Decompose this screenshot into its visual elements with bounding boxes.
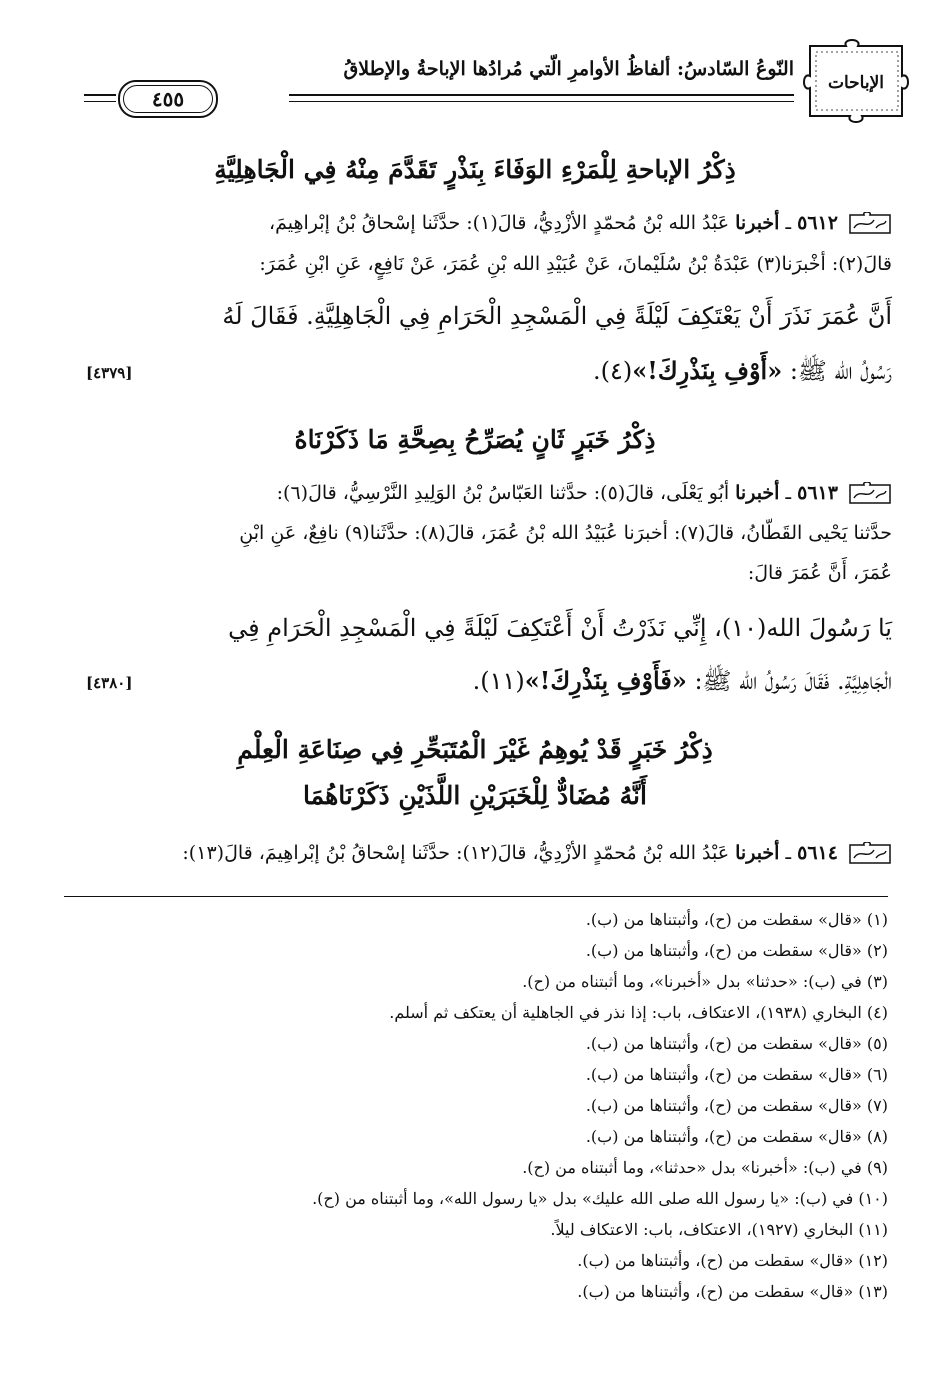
isnad-line: عُمَرَ، أَنَّ عُمَرَ قالَ: — [747, 562, 892, 584]
footnote: (٥) «قال» سقطت من (ح)، وأثبتناها من (ب). — [585, 1034, 888, 1053]
isnad-line: ٥٦١٣ ـ أخبرنا أبُو يَعْلَى، قالَ(٥): حدَّثنا العَبّاسُ بْنُ الوَلِيدِ النَّرْسِيُّ، قالَ(٦): — [60, 482, 892, 506]
page-number: ٤٥٥ — [151, 87, 185, 111]
footnote: (١٠) في (ب): «يا رسول الله صلى الله عليك» بدل «يا رسول الله»، وما أثبتناه من (ح). — [312, 1189, 888, 1208]
isnad-text: عَبْدُ الله بْنُ مُحمّدٍ الأزْدِيُّ، قالَ(١): حدَّثَنا إسْحاقُ بْنُ إبْراهِيمَ، — [268, 212, 730, 234]
footnote-marker: (٤). — [593, 357, 633, 385]
hadith-number: ٥٦١٢ — [797, 212, 838, 234]
footnote: (٨) «قال» سقطت من (ح)، وأثبتناها من (ب). — [585, 1127, 888, 1146]
footnote: (٤) البخاري (١٩٣٨)، الاعتكاف، باب: إذا نذر في الجاهلية أن يعتكف ثم أسلم. — [389, 1003, 888, 1022]
footnote: (١) «قال» سقطت من (ح)، وأثبتناها من (ب). — [585, 910, 888, 929]
matn-line — [60, 356, 892, 391]
isnad-text: أبُو يَعْلَى، قالَ(٥): حدَّثنا العَبّاسُ بْنُ الوَلِيدِ النَّرْسِيُّ، قالَ(٦): — [276, 482, 730, 504]
prophetic-quote: «أَوْفِ بِنَذْرِكَ!» — [632, 356, 783, 385]
akhbarana-label: أخبرنا — [735, 212, 780, 234]
hadith-badge-icon — [848, 212, 892, 236]
matn-text: الْجَاهِلِيَّةِ. فَقَالَ رَسُولُ الله ﷺ: — [686, 667, 892, 695]
prophetic-quote: «فَأَوْفِ بِنَذْرِكَ!» — [524, 666, 687, 695]
cross-reference: [٤٣٨٠] — [86, 674, 133, 692]
svg-text:الإباحات: الإباحات — [827, 73, 885, 93]
hadith-number: ٥٦١٤ — [797, 842, 838, 864]
akhbarana-label: أخبرنا — [735, 482, 780, 504]
matn-line: يَا رَسُولَ الله(١٠)، إِنِّي نَذَرْتُ أَنْ أَعْتَكِفَ لَيْلَةً فِي الْمَسْجِدِ الْحَرَامِ فِي — [228, 614, 892, 642]
hadith-badge-icon — [848, 842, 892, 866]
footnote: (٢) «قال» سقطت من (ح)، وأثبتناها من (ب). — [585, 941, 888, 960]
page-number-frame — [118, 80, 218, 118]
cross-reference: [٤٣٧٩] — [86, 364, 133, 382]
footnote: (١٣) «قال» سقطت من (ح)، وأثبتناها من (ب). — [577, 1282, 888, 1301]
running-header-title: النّوعُ السّادسُ: ألفاظُ الأوامرِ الّتي مُرادُها الإباحةُ والإطلاقُ — [343, 58, 794, 80]
footnote: (٣) في (ب): «حدثنا» بدل «أخبرنا»، وما أثبتناه من (ح). — [522, 972, 888, 991]
footnote: (٧) «قال» سقطت من (ح)، وأثبتناها من (ب). — [585, 1096, 888, 1115]
footnote: (٦) «قال» سقطت من (ح)، وأثبتناها من (ب). — [585, 1065, 888, 1084]
hadith-badge-icon — [848, 482, 892, 506]
footnote: (٩) في (ب): «أخبرنا» بدل «حدثنا»، وما أثبتناه من (ح). — [522, 1158, 888, 1177]
section-heading: ذِكْرُ خَبَرٍ قَدْ يُوهِمُ غَيْرَ الْمُتَبَحِّرِ فِي صِنَاعَةِ الْعِلْمِ — [237, 735, 713, 764]
section-heading: ذِكْرُ خَبَرٍ ثَانٍ يُصَرِّحُ بِصِحَّةِ مَا ذَكَرْنَاهُ — [294, 425, 656, 454]
isnad-text: عَبْدُ الله بْنُ مُحمّدٍ الأزْدِيُّ، قالَ(١٢): حدَّثَنا إسْحاقُ بْنُ إبْراهِيمَ، قالَ(١٣): — [182, 842, 730, 864]
footnote-separator — [64, 896, 888, 897]
section-heading: ذِكْرُ الإباحةِ لِلْمَرْءِ الوَفَاءَ بِنَذْرٍ تَقَدَّمَ مِنْهُ فِي الْجَاهِلِيَّةِ — [214, 155, 736, 184]
hadith-number: ٥٦١٣ — [797, 482, 838, 504]
akhbarana-label: أخبرنا — [735, 842, 780, 864]
isnad-line: حدَّثنا يَحْيى القَطّانُ، قالَ(٧): أخبرَنا عُبَيْدُ الله بْنُ عُمَرَ، قالَ(٨): حدَّثَنا(٩) نافِعٌ، عَنِ ابْنِ — [239, 522, 892, 544]
isnad-line: قالَ(٢): أخْبرَنا(٣) عَبْدَةُ بْنُ سُلَيْمانَ، عَنْ عُبَيْدِ الله بْنِ عُمَرَ، عَنْ نَافِعٍ، عَنِ ابْنِ عُمَرَ: — [259, 253, 892, 275]
footnote: (١١) البخاري (١٩٢٧)، الاعتكاف، باب: الاعتكاف ليلاً. — [550, 1220, 888, 1239]
matn-text: رَسُولُ الله ﷺ: — [782, 357, 892, 385]
footnote-marker: (١١). — [472, 667, 525, 695]
matn-line — [60, 666, 892, 701]
footnote: (١٢) «قال» سقطت من (ح)، وأثبتناها من (ب). — [577, 1251, 888, 1270]
matn-line: أَنَّ عُمَرَ نَذَرَ أَنْ يَعْتَكِفَ لَيْلَةً فِي الْمَسْجِدِ الْحَرَامِ فِي الْجَاهِلِيَّةِ. فَقَالَ لَهُ — [222, 302, 892, 330]
isnad-line: ٥٦١٢ ـ أخبرنا عَبْدُ الله بْنُ مُحمّدٍ الأزْدِيُّ، قالَ(١): حدَّثَنا إسْحاقُ بْنُ إبْراهِيمَ، — [60, 212, 892, 236]
isnad-line: ٥٦١٤ ـ أخبرنا عَبْدُ الله بْنُ مُحمّدٍ الأزْدِيُّ، قالَ(١٢): حدَّثَنا إسْحاقُ بْنُ إبْراهِيمَ، قالَ(١٣): — [60, 842, 892, 866]
header-rule — [289, 94, 794, 102]
puzzle-badge-icon — [802, 36, 910, 124]
header-rule-left — [84, 94, 116, 102]
section-heading-continued: أَنَّهُ مُضَادٌّ لِلْخَبَرَيْنِ اللَّذَيْنِ ذَكَرْنَاهُمَا — [303, 781, 647, 810]
